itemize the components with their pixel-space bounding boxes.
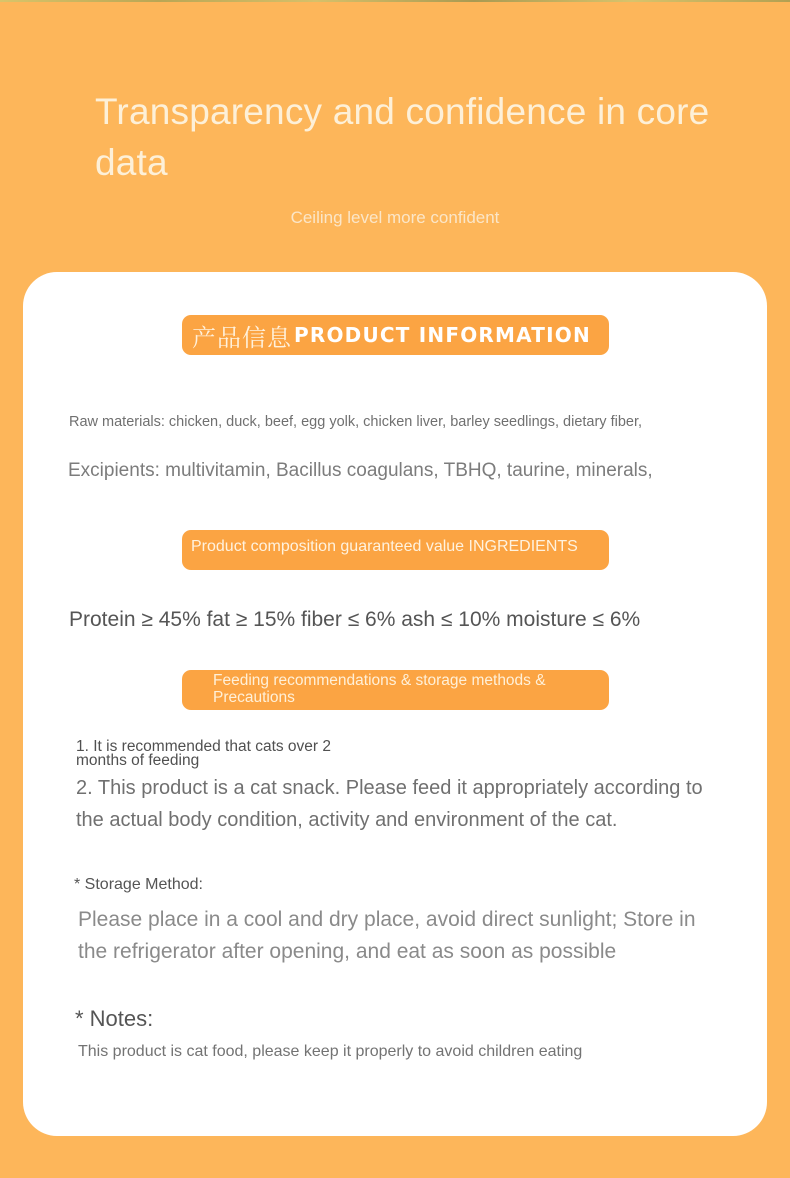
hero-title: Transparency and confidence in core data: [95, 91, 710, 183]
top-edge-strip: [0, 0, 790, 2]
hero-subtitle: Ceiling level more confident: [290, 208, 500, 227]
guaranteed-values-text: Protein ≥ 45% fat ≥ 15% fiber ≤ 6% ash ≤ 10% moisture ≤ 6%: [69, 608, 641, 631]
product-information-heading: [182, 315, 609, 355]
heading-english: PRODUCT INFORMATION: [294, 323, 591, 347]
feeding-heading: Feeding recommendations & storage methods & Precautions: [182, 670, 609, 710]
feeding-item-1: 1. It is recommended that cats over 2 months of feeding: [76, 738, 332, 769]
heading-chinese: 产品信息: [192, 323, 292, 352]
notes-heading: * Notes:: [75, 1006, 154, 1031]
notes-text: This product is cat food, please keep it properly to avoid children eating: [78, 1043, 583, 1060]
feeding-item-2: 2. This product is a cat snack. Please feed it appropriately according to the actual body condition, activity and environment of the cat.: [76, 777, 703, 831]
storage-method-text: Please place in a cool and dry place, avoid direct sunlight; Store in the refrigerator after opening, and eat as soon as possible: [78, 908, 696, 963]
excipients-text: Excipients: multivitamin, Bacillus coagulans, TBHQ, taurine, minerals,: [68, 460, 653, 481]
ingredients-heading: Product composition guaranteed value INGREDIENTS: [182, 530, 609, 570]
storage-method-heading: * Storage Method:: [74, 876, 203, 893]
raw-materials-text: Raw materials: chicken, duck, beef, egg yolk, chicken liver, barley seedlings, dietary fiber,: [69, 414, 643, 430]
